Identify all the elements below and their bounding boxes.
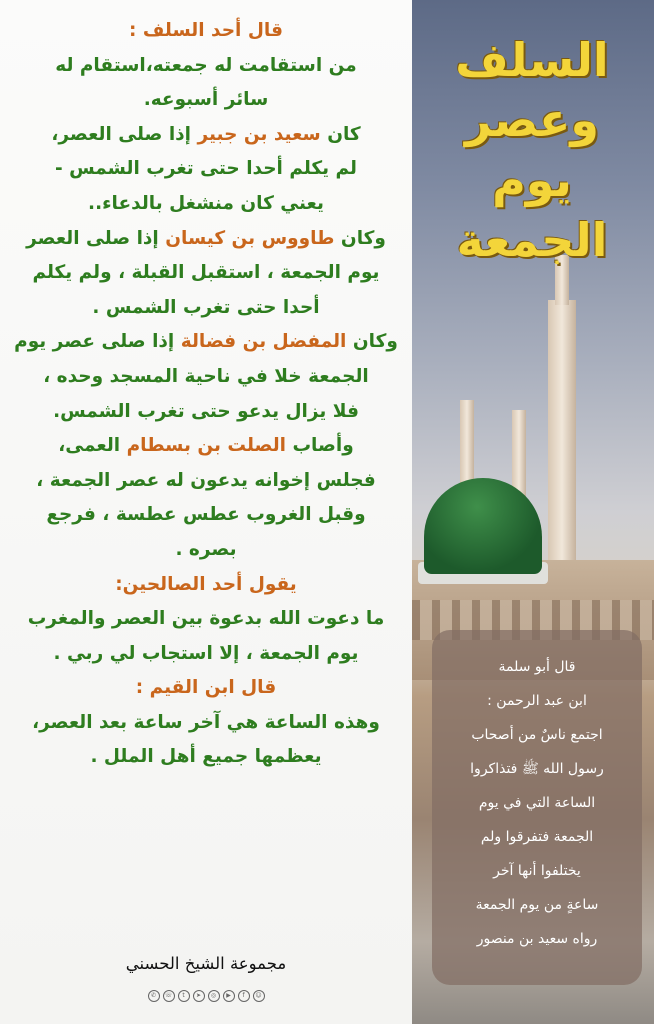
text-line (4, 152, 408, 187)
text-line (4, 706, 408, 741)
card-line: الساعة التي في يوم (478, 795, 596, 811)
text-segment: وكان (346, 331, 398, 353)
text-segment: إذا صلى العصر (26, 227, 166, 249)
telegram-icon: ➤ (193, 990, 205, 1002)
image-panel (412, 0, 654, 1024)
text-segment: من استقامت له جمعته،استقام له (55, 54, 357, 76)
person-name: سعيد بن جبير (197, 123, 321, 145)
text-segment: وهذه الساعة هي آخر ساعة بعد العصر، (32, 711, 380, 733)
text-line (4, 498, 408, 533)
text-segment: فلا يزال يدعو حتى تغرب الشمس. (53, 400, 359, 422)
card-line: ساعةٍ من يوم الجمعة (475, 897, 599, 913)
text-segment: كان (320, 123, 361, 145)
text-segment: ما دعوت الله بدعوة بين العصر والمغرب (27, 608, 385, 630)
title-line: الجمعة (456, 213, 608, 267)
phone-icon: ☏ (163, 990, 175, 1002)
text-segment: قال أحد السلف : (129, 20, 283, 41)
text-segment: لم يكلم أحدا حتى تغرب الشمس - (55, 158, 357, 180)
text-segment: إذا صلى عصر يوم (14, 331, 181, 353)
text-line (4, 637, 408, 672)
card-line: ابن عبد الرحمن : (487, 693, 587, 709)
text-line (4, 187, 408, 222)
title-line: السلف (455, 33, 609, 87)
card-line: اجتمع ناسٌ من أصحاب (471, 727, 603, 743)
person-name: طاووس بن كيسان (165, 227, 335, 249)
text-segment: الجمعة خلا في ناحية المسجد وحده ، (43, 365, 369, 387)
person-name: المفضل بن فضالة (180, 331, 347, 353)
text-line (4, 429, 408, 464)
signature: مجموعة الشيخ الحسني (125, 954, 287, 973)
text-line (4, 118, 408, 153)
title (432, 30, 632, 270)
text-segment: فجلس إخوانه يدعون له عصر الجمعة ، (36, 469, 376, 491)
section-heading (4, 568, 408, 603)
hadith-card-text (438, 650, 636, 956)
text-line (4, 395, 408, 430)
text-line (4, 325, 408, 360)
text-segment: وكان (334, 227, 386, 249)
main-text-column (4, 14, 408, 775)
card-line: رواه سعيد بن منصور (476, 931, 598, 947)
text-segment: يقول أحد الصالحين: (115, 573, 297, 595)
text-line (4, 291, 408, 326)
text-segment: يوم الجمعة ، إلا استجاب لي ربي . (53, 642, 359, 664)
youtube-icon: ▶ (223, 990, 235, 1002)
card-line: رسول الله ﷺ فتذاكروا (470, 761, 604, 777)
person-name: الصلت بن بسطام (126, 435, 287, 457)
facebook-icon: f (238, 990, 250, 1002)
text-line (4, 740, 408, 775)
text-line (4, 49, 408, 84)
snapchat-icon: ☺ (253, 990, 265, 1002)
text-segment: وأصاب (286, 435, 354, 457)
instagram-icon: ◎ (208, 990, 220, 1002)
social-icons-row (0, 990, 412, 1002)
text-line (4, 222, 408, 257)
card-line: يختلفوا أنها آخر (493, 863, 581, 879)
text-line (4, 360, 408, 395)
text-segment: يوم الجمعة ، استقبل القبلة ، ولم يكلم (32, 262, 380, 284)
whatsapp-icon: ✆ (148, 990, 160, 1002)
text-segment: وقبل الغروب عطس عطسة ، فرجع (46, 504, 366, 526)
text-segment: بصره . (175, 538, 237, 560)
text-line (4, 533, 408, 568)
text-segment: يعني كان منشغل بالدعاء.. (88, 192, 324, 214)
text-segment: سائر أسبوعه. (143, 89, 269, 111)
text-line (4, 464, 408, 499)
section-heading (4, 14, 408, 49)
title-line: يوم (492, 153, 572, 207)
text-segment: العمى، (58, 435, 127, 457)
title-line: وعصر (465, 93, 599, 147)
text-segment: أحدا حتى تغرب الشمس . (92, 296, 320, 318)
section-heading (4, 671, 408, 706)
text-segment: يعظمها جميع أهل الملل . (90, 746, 322, 768)
card-line: قال أبو سلمة (498, 659, 576, 675)
text-segment: قال ابن القيم : (135, 677, 277, 699)
hadith-card (432, 630, 642, 985)
text-line (4, 602, 408, 637)
minaret-main (548, 300, 576, 570)
text-line (4, 256, 408, 291)
text-segment: إذا صلى العصر، (51, 123, 198, 145)
text-line (4, 83, 408, 118)
card-line: الجمعة فتفرقوا ولم (480, 829, 594, 845)
twitter-icon: t (178, 990, 190, 1002)
